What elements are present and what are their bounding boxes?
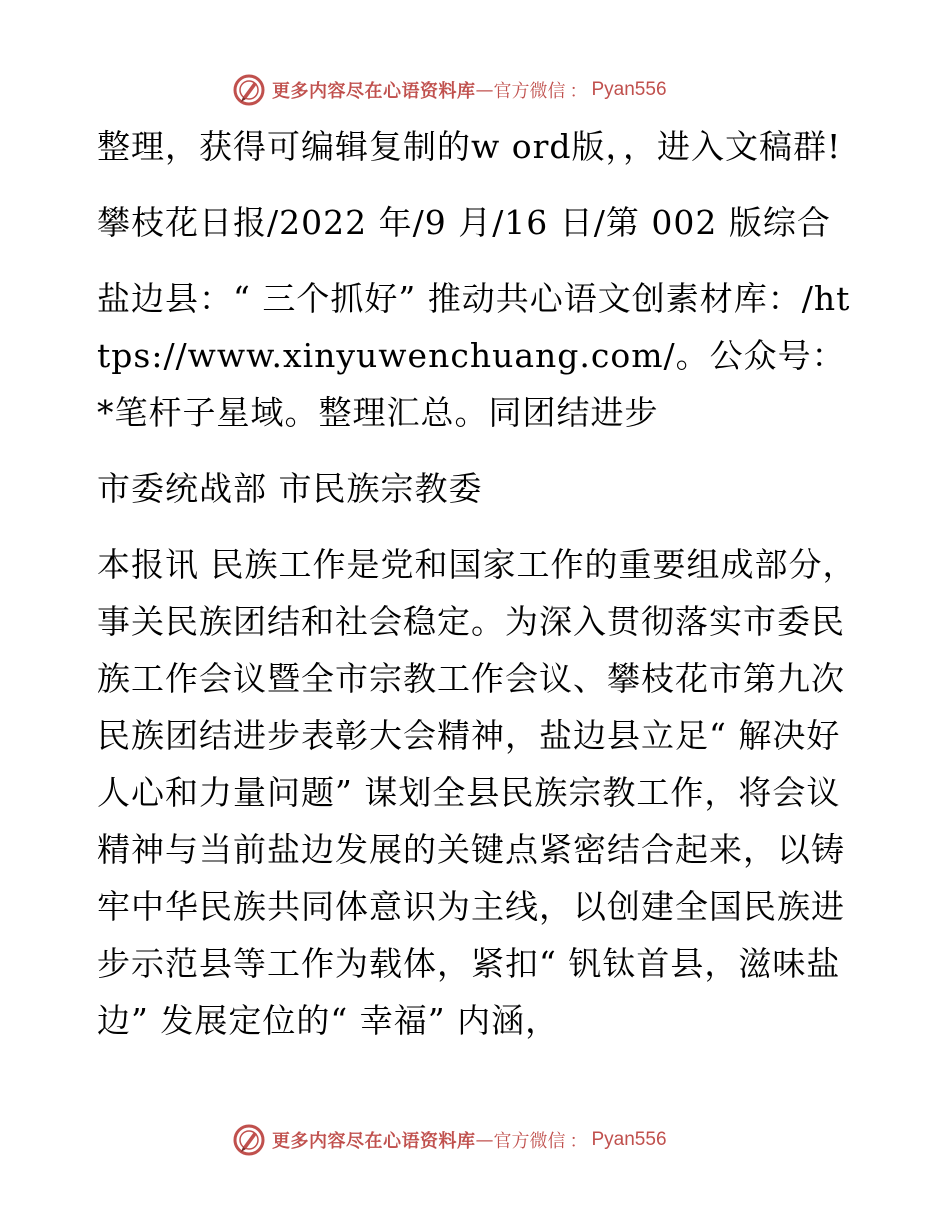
document-body — [97, 118, 857, 1049]
watermark-main-text: 更多内容尽在心语资料库 — [272, 1131, 476, 1152]
paragraph-source-line: 攀枝花日报/2022 年/9 月/16 日/第 002 版综合 — [97, 203, 831, 242]
watermark-sub-text: 官方微信 — [493, 1131, 566, 1152]
watermark-sub-text: 官方微信 — [493, 81, 566, 102]
paragraph-authors: 市委统战部 市民族宗教委 — [97, 469, 483, 508]
watermark-colon: ： — [569, 1131, 588, 1152]
paragraph-article-title: 盐边县：“ 三个抓好” 推动共心语文创素材库：/https://www.xinyuwenchuang.com/。公众号：*笔杆子星域。整理汇总。同团结进步 — [97, 279, 851, 432]
footer-watermark — [232, 1122, 667, 1158]
pen-circle-logo-icon — [232, 73, 266, 107]
watermark-wechat-id: Pyan556 — [591, 1129, 667, 1150]
pen-circle-logo-icon — [232, 1123, 266, 1157]
watermark-wechat-id: Pyan556 — [591, 79, 667, 100]
watermark-colon: ： — [569, 81, 588, 102]
watermark-main-text: 更多内容尽在心语资料库 — [272, 81, 476, 102]
header-watermark — [232, 72, 667, 108]
paragraph-body: 本报讯 民族工作是党和国家工作的重要组成部分，事关民族团结和社会稳定。为深入贯彻落实市委民族工作会议暨全市宗教工作会议、攀枝花市第九次民族团结进步表彰大会精神，盐边县立足“ 解决好人心和力量问题” 谋划全县民族宗教工作，将会议精神与当前盐边发展的关键点紧密结合起来，以铸牢中华民族共同体意识为主线，以创建全国民族进步示范县等工作为载体，紧扣“ 钒钛首县，滋味盐边” 发展定位的“ 幸福” 内涵， — [97, 545, 857, 1040]
paragraph-intro: 整理，获得可编辑复制的w ord版，，进入文稿群! — [97, 127, 842, 166]
watermark-separator: — — [475, 1129, 494, 1151]
watermark-separator: — — [475, 79, 494, 101]
